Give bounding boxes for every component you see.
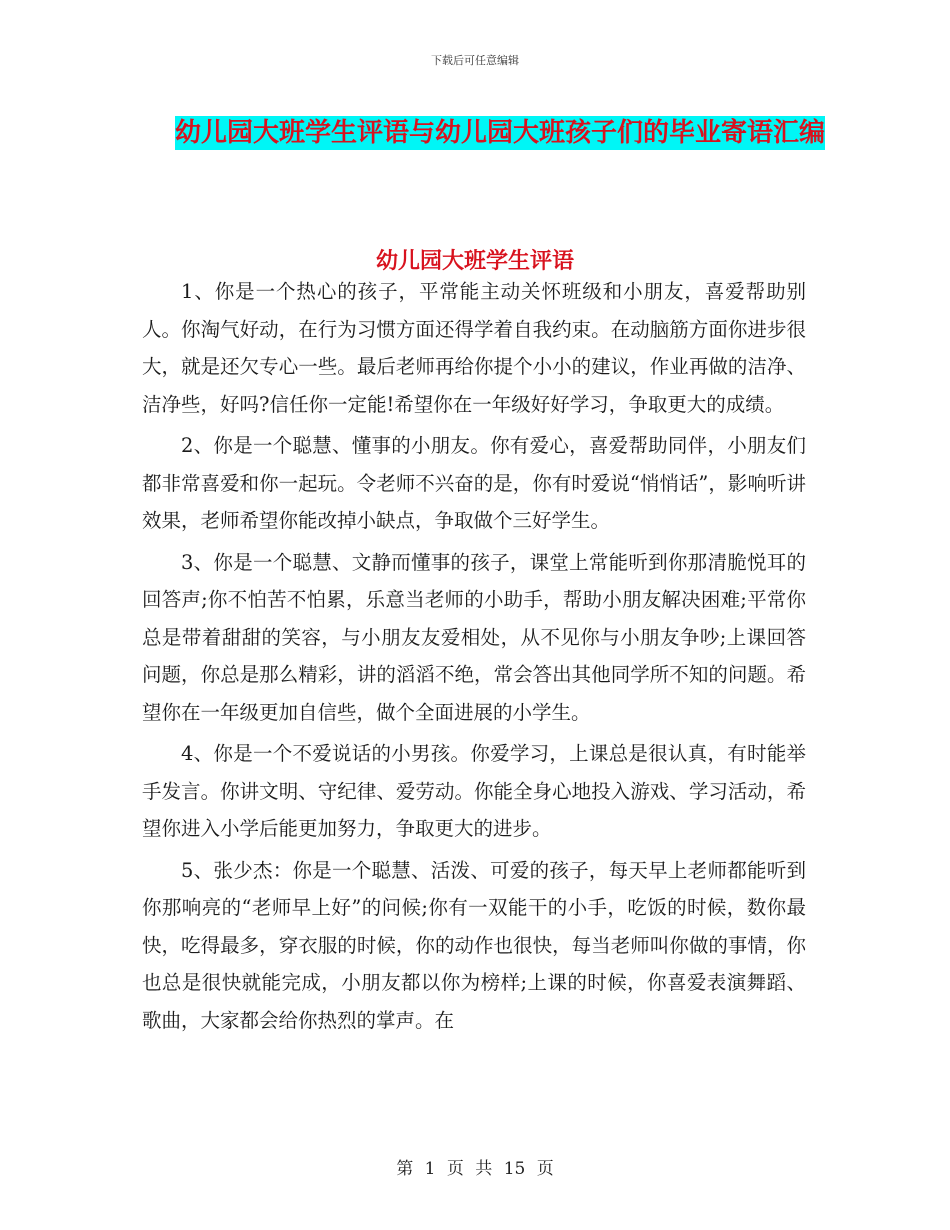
document-title-text: 幼儿园大班学生评语与幼儿园大班孩子们的毕业寄语汇编: [174, 118, 825, 148]
document-title: [140, 110, 860, 156]
paragraph: 3、你是一个聪慧、文静而懂事的孩子，课堂上常能听到你那清脆悦耳的回答声;你不怕苦不怕累，乐意当老师的小助手，帮助小朋友解决困难;平常你总是带着甜甜的笑容，与小朋友友爱相处，从不见你与小朋友争吵;上课回答问题，你总是那么精彩，讲的滔滔不绝，常会答出其他同学所不知的问题。希望你在一年级更加自信些，做个全面进展的小学生。: [142, 550, 806, 724]
document-body: [142, 273, 806, 1043]
page-header-note: 下载后可任意编辑: [431, 54, 519, 67]
page-number-footer: 第 1 页 共 15 页: [396, 1159, 554, 1179]
paragraph: 1、你是一个热心的孩子，平常能主动关怀班级和小朋友，喜爱帮助别人。你淘气好动，在行为习惯方面还得学着自我约束。在动脑筋方面你进步很大，就是还欠专心一些。最后老师再给你提个小小的建议，作业再做的洁净、洁净些，好吗?信任你一定能!希望你在一年级好好学习，争取更大的成绩。: [142, 280, 806, 416]
paragraph: 5、张少杰：你是一个聪慧、活泼、可爱的孩子，每天早上老师都能听到你那响亮的“老师早上好”的问候;你有一双能干的小手，吃饭的时候，数你最快，吃得最多，穿衣服的时候，你的动作也很快，每当老师叫你做的事情，你也总是很快就能完成，小朋友都以你为榜样;上课的时候，你喜爱表演舞蹈、歌曲，大家都会给你热烈的掌声。在: [142, 858, 806, 1032]
paragraph: 2、你是一个聪慧、懂事的小朋友。你有爱心，喜爱帮助同伴，小朋友们都非常喜爱和你一起玩。令老师不兴奋的是，你有时爱说“悄悄话”，影响听讲效果，老师希望你能改掉小缺点，争取做个三好学生。: [142, 434, 806, 532]
section-heading: 幼儿园大班学生评语: [375, 249, 574, 274]
paragraph: 4、你是一个不爱说话的小男孩。你爱学习，上课总是很认真，有时能举手发言。你讲文明、守纪律、爱劳动。你能全身心地投入游戏、学习活动，希望你进入小学后能更加努力，争取更大的进步。: [142, 742, 806, 840]
